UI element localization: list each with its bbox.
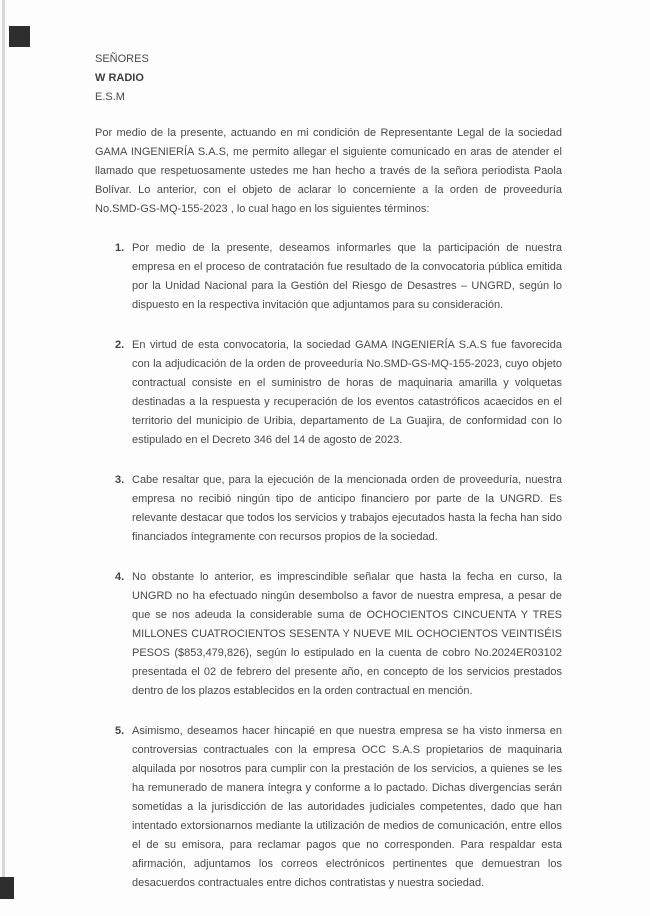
numbered-list [95,239,562,893]
page-left-edge-line [2,0,5,899]
item-number: 4. [115,571,125,583]
recipient-name: W RADIO [95,72,144,84]
item-number: 3. [115,474,125,486]
item-text: Cabe resaltar que, para la ejecución de la mencionada orden de proveeduría, nuestra empresa no recibió ningún tipo de anticipo financiero por parte de la UNGRD. Es relevante destacar que todos los servicios y trabajos ejecutados hasta la fecha han sido financiados íntegramente con recursos propios de la sociedad. [132,474,562,543]
corner-mark-bottom-left [0,877,14,899]
corner-mark-top-left [9,26,30,47]
list-item [115,471,562,547]
item-text: Por medio de la presente, deseamos informarles que la participación de nuestra empresa en el proceso de contratación fue resultado de la convocatoria pública emitida por la Unidad Nacional para la Gestión del Riesgo de Desastres – UNGRD, según lo dispuesto en la respectiva invitación que adjuntamos para su consideración. [132,242,562,311]
intro-paragraph: Por medio de la presente, actuando en mi condición de Representante Legal de la sociedad GAMA INGENIERÍA S.A.S, me permito allegar el siguiente comunicado en aras de atender el llamado que respetuosamente ustedes me han hecho a través de la señora periodista Paola Bolívar. Lo anterior, con el objeto de aclarar lo concerniente a la orden de proveeduría No.SMD-GS-MQ-155-2023 , lo cual hago en los siguientes términos: [95,127,562,215]
item-text: Asimismo, deseamos hacer hincapié en que nuestra empresa se ha visto inmersa en controversias contractuales con la empresa OCC S.A.S propietarios de maquinaria alquilada por nosotros para cumplir con la prestación de los servicios, a quienes se les ha remunerado de manera íntegra y conforme a lo pactado. Dichas divergencias serán sometidas a la jurisdicción de las autoridades judiciales competentes, dado que han intentado extorsionarnos mediante la utilización de medios de comunicación, entre ellos el de su emisora, para reclamar pagos que no corresponden. Para respaldar esta afirmación, adjuntamos los correos electrónicos pertinentes que demuestran los desacuerdos contractuales entre dichos contratistas y nuestra sociedad. [132,725,562,889]
item-number: 5. [115,725,125,737]
item-text: No obstante lo anterior, es imprescindible señalar que hasta la fecha en curso, la UNGRD no ha efectuado ningún desembolso a favor de nuestra empresa, a pesar de que se nos adeuda la considerable suma de OCHOCIENTOS CINCUENTA Y TRES MILLONES CUATROCIENTOS SESENTA Y NUEVE MIL OCHOCIENTOS VEINTISÉIS PESOS ($853,479,826), según lo estipulado en la cuenta de cobro No.2024ER03102 presentada el 02 de febrero del presente año, en concepto de los servicios prestados dentro de los plazos establecidos en la orden contractual en mención. [132,571,562,697]
item-text: En virtud de esta convocatoria, la sociedad GAMA INGENIERÍA S.A.S fue favorecida con la adjudicación de la orden de proveeduría No.SMD-GS-MQ-155-2023, cuyo objeto contractual consiste en el suministro de horas de maquinaria amarilla y volquetas destinadas a la respuesta y recuperación de los eventos catastróficos acaecidos en el territorio del municipio de Uribia, departamento de La Guajira, de conformidad con lo estipulado en el Decreto 346 del 14 de agosto de 2023. [132,339,562,446]
list-item [115,722,562,893]
list-item [115,568,562,701]
recipient-block [95,50,562,107]
list-item [115,239,562,315]
recipient-esm: E.S.M [95,91,125,103]
list-item [115,336,562,450]
item-number: 1. [115,242,125,254]
item-number: 2. [115,339,125,351]
recipient-salutation: SEÑORES [95,53,149,65]
letter-content [95,50,562,914]
